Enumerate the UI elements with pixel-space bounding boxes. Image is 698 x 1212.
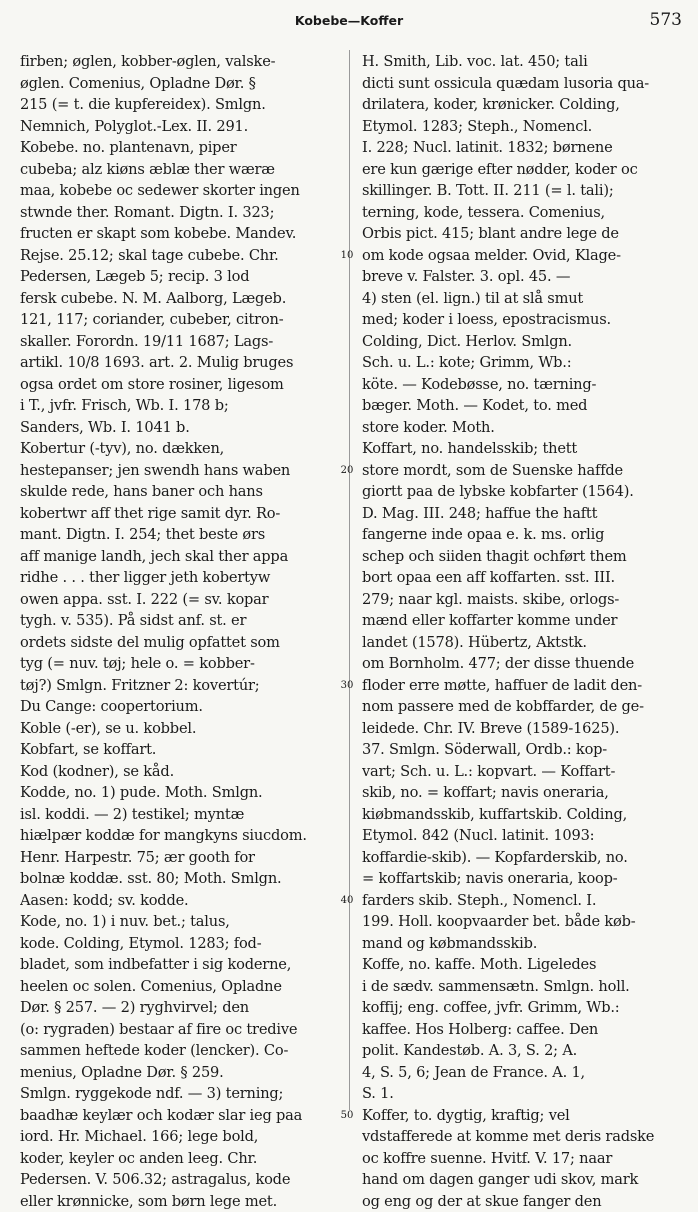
text-line: H. Smith, Lib. voc. lat. 450; tali: [362, 51, 678, 73]
text-line: mænd eller koffarter komme under: [362, 610, 678, 632]
text-line: schep och siiden thagit ochført them: [362, 546, 678, 568]
text-line: Kode, no. 1) i nuv. bet.; talus,: [20, 911, 338, 933]
text-line: köte. — Kodebøsse, no. tærning-: [362, 374, 678, 396]
text-line: kaffee. Hos Holberg: caffee. Den: [362, 1019, 678, 1041]
text-line: tøj?) Smlgn. Fritzner 2: kovertúr;: [20, 675, 338, 697]
text-line: maa, kobebe oc sedewer skorter ingen: [20, 180, 338, 202]
text-line: Kobebe. no. plantenavn, piper: [20, 137, 338, 159]
text-line: artikl. 10/8 1693. art. 2. Mulig bruges: [20, 352, 338, 374]
text-line: baadhæ keylær och kodær slar ieg paa: [20, 1105, 338, 1127]
text-line: sammen heftede koder (lencker). Co-: [20, 1040, 338, 1062]
text-line: Kobertur (-tyv), no. dækken,: [20, 438, 338, 460]
text-line: bort opaa een aff koffarten. sst. III.: [362, 567, 678, 589]
text-line: ere kun gærige efter nødder, koder oc: [362, 159, 678, 181]
text-line: heelen oc solen. Comenius, Opladne: [20, 976, 338, 998]
text-line: Henr. Harpestr. 75; ær gooth for: [20, 847, 338, 869]
text-line: isl. koddi. — 2) testikel; myntæ: [20, 804, 338, 826]
text-line: owen appa. sst. I. 222 (= sv. kopar: [20, 589, 338, 611]
text-line: Koffart, no. handelsskib; thett: [362, 438, 678, 460]
text-line: stwnde ther. Romant. Digtn. I. 323;: [20, 202, 338, 224]
text-line: hestepanser; jen swendh hans waben: [20, 460, 338, 482]
text-line: oc koffre suenne. Hvitf. V. 17; naar: [362, 1148, 678, 1170]
text-line: ridhe . . . ther ligger jeth kobertyw: [20, 567, 338, 589]
text-line: med; koder i loess, epostracismus.: [362, 309, 678, 331]
text-line: Etymol. 1283; Steph., Nomencl.: [362, 116, 678, 138]
text-line: terning, kode, tessera. Comenius,: [362, 202, 678, 224]
text-line: menius, Opladne Dør. § 259.: [20, 1062, 338, 1084]
text-line: (o: rygraden) bestaar af fire oc tredive: [20, 1019, 338, 1041]
text-line: fangerne inde opaa e. k. ms. orlig: [362, 524, 678, 546]
text-line: 4, S. 5, 6; Jean de France. A. 1,: [362, 1062, 678, 1084]
text-line: om Bornholm. 477; der disse thuende: [362, 653, 678, 675]
text-line: tygh. v. 535). På sidst anf. st. er: [20, 610, 338, 632]
text-line: aff manige landh, jech skal ther appa: [20, 546, 338, 568]
text-line: fructen er skapt som kobebe. Mandev.: [20, 223, 338, 245]
text-line: breve v. Falster. 3. opl. 45. —: [362, 266, 678, 288]
text-line: = koffartskib; navis oneraria, koop-: [362, 868, 678, 890]
text-line: firben; øglen, kobber-øglen, valske-: [20, 51, 338, 73]
text-line: eller krønnicke, som børn lege met.: [20, 1191, 338, 1212]
text-line: ordets sidste del mulig opfattet som: [20, 632, 338, 654]
left-column: [20, 51, 338, 1212]
text-line: 199. Holl. koopvaarder bet. både køb-: [362, 911, 678, 933]
text-line: mant. Digtn. I. 254; thet beste ørs: [20, 524, 338, 546]
line-number: 10: [332, 245, 362, 267]
text-line: Nemnich, Polyglot.-Lex. II. 291.: [20, 116, 338, 138]
line-number: 20: [332, 460, 362, 482]
line-number: 40: [332, 890, 362, 912]
text-line: drilatera, koder, krønicker. Colding,: [362, 94, 678, 116]
text-line: farders skib. Steph., Nomencl. I.: [362, 890, 678, 912]
text-line: vdstafferede at komme met deris radske: [362, 1126, 678, 1148]
text-line: kobertwr aff thet rige samit dyr. Ro-: [20, 503, 338, 525]
text-line: Orbis pict. 415; blant andre lege de: [362, 223, 678, 245]
text-line: Du Cange: coopertorium.: [20, 696, 338, 718]
text-line: Koffer, to. dygtig, kraftig; vel: [362, 1105, 678, 1127]
text-line: skulde rede, hans baner och hans: [20, 481, 338, 503]
column-divider: [349, 50, 350, 1110]
text-line: leidede. Chr. IV. Breve (1589-1625).: [362, 718, 678, 740]
text-line: bæger. Moth. — Kodet, to. med: [362, 395, 678, 417]
line-number: 30: [332, 675, 362, 697]
text-line: kode. Colding, Etymol. 1283; fod-: [20, 933, 338, 955]
text-line: skaller. Forordn. 19/11 1687; Lags-: [20, 331, 338, 353]
text-line: koder, keyler oc anden leeg. Chr.: [20, 1148, 338, 1170]
text-line: iord. Hr. Michael. 166; lege bold,: [20, 1126, 338, 1148]
text-line: 4) sten (el. lign.) til at slå smut: [362, 288, 678, 310]
text-line: øglen. Comenius, Opladne Dør. §: [20, 73, 338, 95]
text-line: bladet, som indbefatter i sig koderne,: [20, 954, 338, 976]
text-line: dicti sunt ossicula quædam lusoria qua-: [362, 73, 678, 95]
text-line: og eng og der at skue fanger den: [362, 1191, 678, 1212]
text-line: Sch. u. L.: kote; Grimm, Wb.:: [362, 352, 678, 374]
text-line: nom passere med de kobffarder, de ge-: [362, 696, 678, 718]
text-line: Kobfart, se koffart.: [20, 739, 338, 761]
text-line: 279; naar kgl. maists. skibe, orlogs-: [362, 589, 678, 611]
text-line: Pedersen, Lægeb 5; recip. 3 lod: [20, 266, 338, 288]
text-line: Dør. § 257. — 2) ryghvirvel; den: [20, 997, 338, 1019]
text-line: Pedersen. V. 506.32; astragalus, kode: [20, 1169, 338, 1191]
text-line: koffij; eng. coffee, jvfr. Grimm, Wb.:: [362, 997, 678, 1019]
text-line: Etymol. 842 (Nucl. latinit. 1093:: [362, 825, 678, 847]
text-line: hiælpær koddæ for mangkyns siucdom.: [20, 825, 338, 847]
text-line: mand og købmandsskib.: [362, 933, 678, 955]
text-line: i T., jvfr. Frisch, Wb. I. 178 b;: [20, 395, 338, 417]
text-line: store koder. Moth.: [362, 417, 678, 439]
text-line: giortt paa de lybske kobfarter (1564).: [362, 481, 678, 503]
text-line: i de sædv. sammensætn. Smlgn. holl.: [362, 976, 678, 998]
text-line: Koble (-er), se u. kobbel.: [20, 718, 338, 740]
text-line: skillinger. B. Tott. II. 211 (= l. tali);: [362, 180, 678, 202]
text-line: 215 (= t. die kupfereidex). Smlgn.: [20, 94, 338, 116]
line-number: 50: [332, 1105, 362, 1127]
text-line: Kodde, no. 1) pude. Moth. Smlgn.: [20, 782, 338, 804]
text-line: Smlgn. ryggekode ndf. — 3) terning;: [20, 1083, 338, 1105]
text-line: fersk cubebe. N. M. Aalborg, Lægeb.: [20, 288, 338, 310]
text-line: polit. Kandestøb. A. 3, S. 2; A.: [362, 1040, 678, 1062]
text-line: floder erre møtte, haffuer de ladit den-: [362, 675, 678, 697]
running-title: Kobebe—Koffer: [0, 13, 698, 28]
text-line: bolnæ koddæ. sst. 80; Moth. Smlgn.: [20, 868, 338, 890]
text-line: 37. Smlgn. Söderwall, Ordb.: kop-: [362, 739, 678, 761]
text-line: Rejse. 25.12; skal tage cubebe. Chr.: [20, 245, 338, 267]
text-line: Aasen: kodd; sv. kodde.: [20, 890, 338, 912]
text-line: vart; Sch. u. L.: kopvart. — Koffart-: [362, 761, 678, 783]
text-line: hand om dagen ganger udi skov, mark: [362, 1169, 678, 1191]
page-number: 573: [650, 10, 682, 30]
text-line: koffardie-skib). — Kopfarderskib, no.: [362, 847, 678, 869]
text-line: Koffe, no. kaffe. Moth. Ligeledes: [362, 954, 678, 976]
text-line: cubeba; alz kiøns æblæ ther wæræ: [20, 159, 338, 181]
text-line: 121, 117; coriander, cubeber, citron-: [20, 309, 338, 331]
text-line: skib, no. = koffart; navis oneraria,: [362, 782, 678, 804]
right-column: [362, 51, 678, 1212]
text-line: S. 1.: [362, 1083, 678, 1105]
text-line: tyg (= nuv. tøj; hele o. = kobber-: [20, 653, 338, 675]
text-line: ogsa ordet om store rosiner, ligesom: [20, 374, 338, 396]
text-line: om kode ogsaa melder. Ovid, Klage-: [362, 245, 678, 267]
text-line: D. Mag. III. 248; haffue the haftt: [362, 503, 678, 525]
text-line: I. 228; Nucl. latinit. 1832; børnene: [362, 137, 678, 159]
text-line: store mordt, som de Suenske haffde: [362, 460, 678, 482]
text-line: Sanders, Wb. I. 1041 b.: [20, 417, 338, 439]
text-line: kiøbmandsskib, kuffartskib. Colding,: [362, 804, 678, 826]
text-line: landet (1578). Hübertz, Aktstk.: [362, 632, 678, 654]
text-line: Colding, Dict. Herlov. Smlgn.: [362, 331, 678, 353]
page-header: [0, 10, 698, 36]
text-line: Kod (kodner), se kåd.: [20, 761, 338, 783]
